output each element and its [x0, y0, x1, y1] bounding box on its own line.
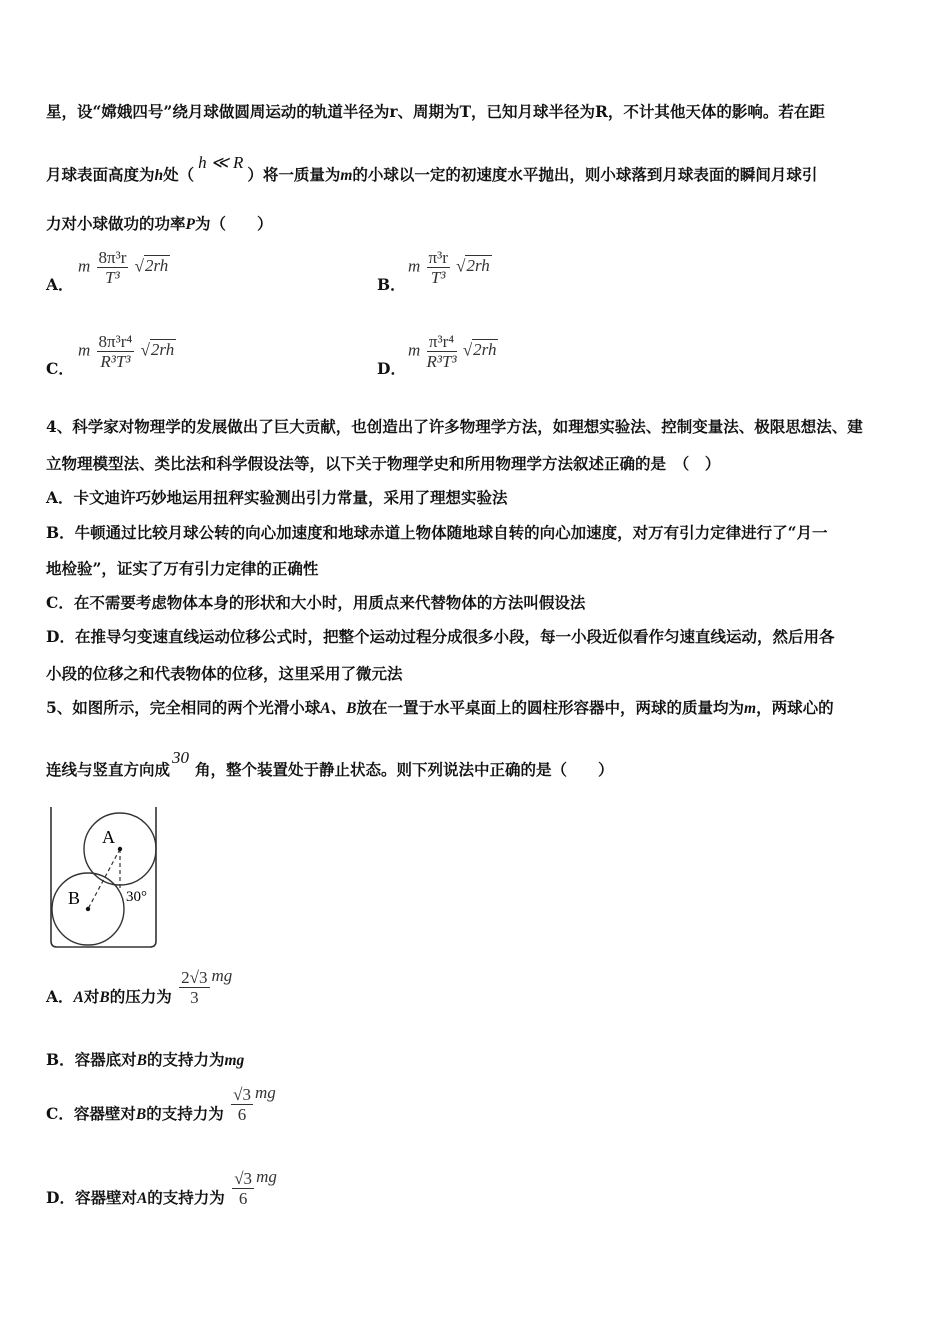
q3-option-b-expr: m $\frac{\text{π³r}}{\text{T³}}$ √2rh: [408, 248, 490, 287]
center-line: [88, 849, 120, 909]
q3-option-d-expr: m $\frac{\text{π³r⁴}}{\text{R³T³}}$ √2rh: [408, 332, 497, 371]
angle-label: 30°: [126, 889, 147, 905]
q3-option-c-label: C．: [46, 359, 74, 378]
ball-b-label: B: [68, 888, 81, 908]
q3-option-b-label: B．: [377, 275, 406, 294]
q3-option-a-label: A．: [46, 275, 74, 294]
ball-a-center: [118, 847, 122, 851]
ball-a-label: A: [102, 827, 115, 847]
q3-line3: 力对小球做功的功率P为（ ）: [46, 214, 273, 233]
q3-line2: 月球表面高度为h处（h ≪ R）将一质量为m的小球以一定的初速度水平抛出，则小球落到月球表面的瞬间月球引: [46, 153, 818, 184]
q5-line1: 5、如图所示，完全相同的两个光滑小球A、B放在一置于水平桌面上的圆柱形容器中，两球的质量均为m，两球心的: [46, 698, 834, 717]
q4-option-d-line2: 小段的位移之和代表物体的位移，这里采用了微元法: [46, 664, 403, 683]
q4-option-b-line2: 地检验”，证实了万有引力定律的正确性: [46, 559, 319, 578]
q5-option-d: D．容器壁对A的支持力为 $\frac{√3}{6}$ mg: [46, 1167, 277, 1208]
q5-option-a: A．A对B的压力为 $\frac{2√3}{3}$ mg: [46, 966, 233, 1007]
q4-option-a: A．卡文迪许巧妙地运用扭秤实验测出引力常量，采用了理想实验法: [46, 488, 508, 507]
q5-option-c: C．容器壁对B的支持力为 $\frac{√3}{6}$ mg: [46, 1083, 276, 1124]
q5-option-b: B．容器底对B的支持力为mg: [46, 1050, 245, 1069]
q3-line1: 星，设“嫦娥四号”绕月球做圆周运动的轨道半径为r、周期为T，已知月球半径为R，不计其他天体的影响。若在距: [46, 102, 825, 121]
q4-line1: 4、科学家对物理学的发展做出了巨大贡献，也创造出了许多物理学方法，如理想实验法、控制变量法、极限思想法、建: [46, 417, 863, 436]
q4-option-b-line1: B．牛顿通过比较月球公转的向心加速度和地球赤道上物体随地球自转的向心加速度，对万有引力定律进行了“月一: [46, 523, 828, 542]
q4-line2: 立物理模型法、类比法和科学假设法等，以下关于物理学史和所用物理学方法叙述正确的是 （ ）: [46, 454, 721, 473]
q5-line2: 连线与竖直方向成30角，整个装置处于静止状态。则下列说法中正确的是（ ）: [46, 748, 614, 779]
container-figure: [46, 805, 166, 950]
q3-option-c-expr: m $\frac{\text{8π³r⁴}}{\text{R³T³}}$ √2rh: [78, 332, 175, 371]
q4-option-d-line1: D．在推导匀变速直线运动位移公式时，把整个运动过程分成很多小段，每一小段近似看作匀速直线运动，然后用各: [46, 627, 835, 646]
q3-option-a-expr: m $\frac{\text{8π³r}}{\text{T³}}$ √2rh: [78, 248, 169, 287]
q3-option-d-label: D．: [377, 359, 406, 378]
ball-b-center: [86, 907, 90, 911]
q4-option-c: C．在不需要考虑物体本身的形状和大小时，用质点来代替物体的方法叫假设法: [46, 593, 586, 612]
